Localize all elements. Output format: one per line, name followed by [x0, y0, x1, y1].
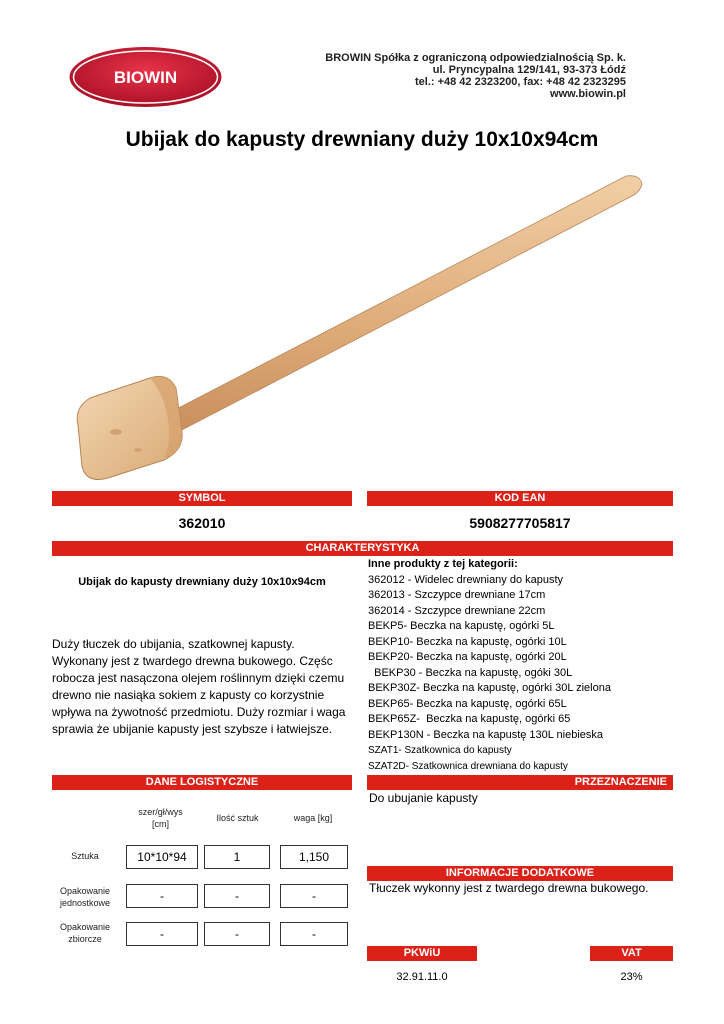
row-label-line: Opakowanie	[59, 886, 111, 896]
cell-dimensions: 10*10*94	[126, 845, 198, 869]
row-label-piece: Sztuka	[71, 851, 99, 861]
company-phone: tel.: +48 42 2323200, fax: +48 42 2323295	[414, 76, 626, 88]
cell-quantity: -	[204, 922, 270, 946]
pkwiu-value: 32.91.11.0	[396, 971, 448, 983]
company-website[interactable]: www.biowin.pl	[550, 88, 626, 100]
ean-value: 5908277705817	[469, 515, 571, 531]
additional-info-text: Tłuczek wykonny jest z twardego drewna bukowego.	[369, 881, 649, 895]
other-product-item: BEKP30Z- Beczka na kapustę, ogórki 30L zielona	[368, 682, 611, 694]
other-product-item: BEKP30 - Beczka na kapustę, ogóki 30L	[368, 666, 573, 679]
other-product-item: 362014 - Szczypce drewniane 22cm	[368, 604, 546, 617]
cell-dimensions: -	[126, 884, 198, 908]
product-name: Ubijak do kapusty drewniany duży 10x10x94cm	[78, 576, 326, 588]
column-header-dimensions	[118, 806, 203, 830]
product-image	[60, 170, 650, 490]
other-products	[368, 557, 688, 790]
column-header-quantity: Ilość sztuk	[216, 813, 259, 823]
column-header-line: [cm]	[152, 819, 169, 829]
cell-weight: -	[280, 922, 348, 946]
purpose-header: PRZEZNACZENIE	[367, 775, 673, 790]
purpose-text: Do ubujanie kapusty	[369, 791, 478, 805]
description-line: Wykonany jest z twardego drewna bukowego. Częśc	[52, 654, 333, 668]
description-line: drewno nie nasiąka sokiem z kapusty co korzystnie	[52, 688, 325, 702]
row-label-line: zbiorcze	[68, 934, 102, 944]
other-products-heading: Inne produkty z tej kategorii:	[368, 558, 518, 570]
page-title: Ubijak do kapusty drewniany duży 10x10x94cm	[125, 128, 599, 151]
cell-weight: -	[280, 884, 348, 908]
additional-info-header: INFORMACJE DODATKOWE	[367, 866, 673, 881]
logistics-header: DANE LOGISTYCZNE	[52, 775, 352, 790]
cell-weight: 1,150	[280, 845, 348, 869]
description-line: sprawia że ubijanie kapusty jest szybsze i łatwiejsze.	[52, 722, 333, 736]
row-label-line: jednostkowe	[59, 898, 111, 908]
company-info	[240, 52, 626, 100]
other-product-item: SZAT1- Szatkownica do kapusty	[368, 745, 512, 756]
biowin-logo	[68, 46, 223, 108]
row-label-bulk-package	[50, 921, 120, 945]
ean-header: KOD EAN	[367, 491, 673, 506]
other-product-item: 362012 - Widelec drewniany do kapusty	[368, 573, 564, 586]
pkwiu-header: PKWiU	[367, 946, 477, 961]
company-name: BROWIN Spółka z ograniczoną odpowiedzialnością Sp. k.	[325, 52, 626, 64]
company-address: ul. Pryncypalna 129/141, 93-373 Łódź	[432, 64, 626, 76]
logo-text: BIOWIN	[113, 68, 178, 87]
vat-value: 23%	[620, 971, 643, 983]
other-product-item: BEKP65- Beczka na kapustę, ogórki 65L	[368, 697, 567, 710]
column-header-line: szer/gł/wys	[138, 807, 183, 817]
symbol-value: 362010	[178, 515, 226, 531]
vat-header: VAT	[590, 946, 673, 961]
column-header-weight: waga [kg]	[293, 813, 333, 823]
product-description	[52, 636, 352, 738]
symbol-header: SYMBOL	[52, 491, 352, 506]
other-product-item: BEKP130N - Beczka na kapustę 130L niebieska	[368, 728, 604, 741]
other-product-item: BEKP65Z- Beczka na kapustę, ogórki 65	[368, 713, 571, 725]
row-label-line: Opakowanie	[59, 922, 111, 932]
description-line: robocza jest nasączona olejem roślinnym dzięki czemu	[52, 671, 345, 685]
other-product-item: BEKP10- Beczka na kapustę, ogórki 10L	[368, 635, 567, 648]
cell-quantity: -	[204, 884, 270, 908]
row-label-unit-package	[50, 885, 120, 909]
description-line: Duży tłuczek do ubijania, szatkownej kapusty.	[52, 637, 295, 651]
other-product-item: BEKP5- Beczka na kapustę, ogórki 5L	[368, 620, 555, 632]
other-product-item: BEKP20- Beczka na kapustę, ogórki 20L	[368, 651, 567, 663]
other-product-item: 362013 - Szczypce drewniane 17cm	[368, 589, 546, 601]
cell-quantity: 1	[204, 845, 270, 869]
description-line: wpływa na żywotność przedmiotu. Duży rozmiar i waga	[52, 705, 346, 719]
characteristics-header: CHARAKTERYSTYKA	[52, 541, 673, 556]
cell-dimensions: -	[126, 922, 198, 946]
other-product-item: SZAT2D- Szatkownica drewniana do kapusty	[368, 760, 568, 772]
